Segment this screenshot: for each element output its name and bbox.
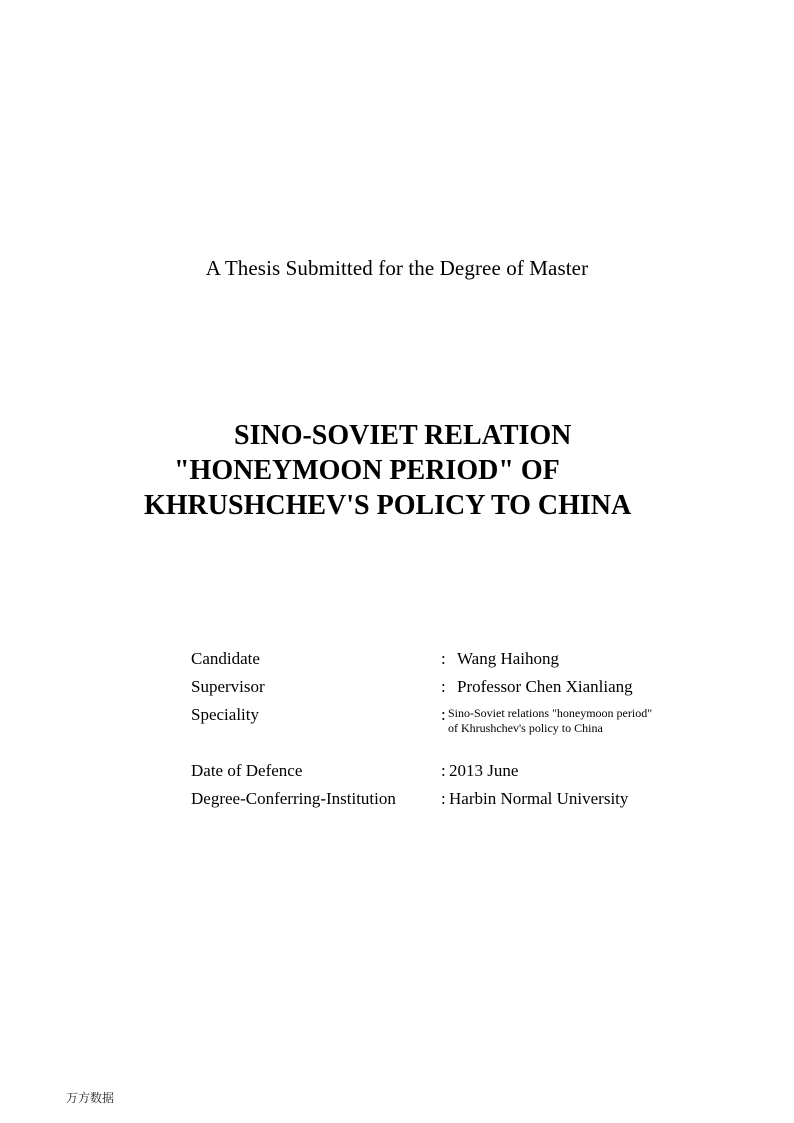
institution-label: Degree-Conferring-Institution (191, 789, 396, 808)
candidate-colon: : (441, 649, 446, 668)
degree-statement: A Thesis Submitted for the Degree of Master (205, 256, 589, 280)
title-line-3: KHRUSHCHEV'S POLICY TO CHINA (144, 490, 632, 521)
title-line-2: "HONEYMOON PERIOD" OF (174, 455, 560, 486)
candidate-row (191, 649, 661, 677)
candidate-value: Wang Haihong (457, 649, 560, 668)
supervisor-label: Supervisor (191, 677, 265, 696)
institution-value: Harbin Normal University (449, 789, 629, 808)
date-of-defence-row (191, 761, 661, 789)
date-of-defence-colon: : (441, 761, 446, 780)
institution-colon: : (441, 789, 446, 808)
footer-watermark: 万方数据 (66, 1091, 115, 1105)
supervisor-value: Professor Chen Xianliang (457, 677, 633, 696)
speciality-row (191, 705, 661, 761)
title-line-1: SINO-SOVIET RELATION (234, 420, 572, 451)
institution-row (191, 789, 661, 817)
date-of-defence-label: Date of Defence (191, 761, 303, 780)
thesis-title (0, 418, 794, 523)
candidate-label: Candidate (191, 649, 260, 668)
supervisor-colon: : (441, 677, 446, 696)
speciality-value: Sino-Soviet relations "honeymoon period" of Khrushchev's policy to China (448, 706, 653, 735)
speciality-colon: : (441, 705, 446, 724)
date-of-defence-value: 2013 June (449, 761, 519, 780)
speciality-label: Speciality (191, 705, 259, 724)
supervisor-row (191, 677, 661, 705)
thesis-info-table (191, 649, 661, 817)
